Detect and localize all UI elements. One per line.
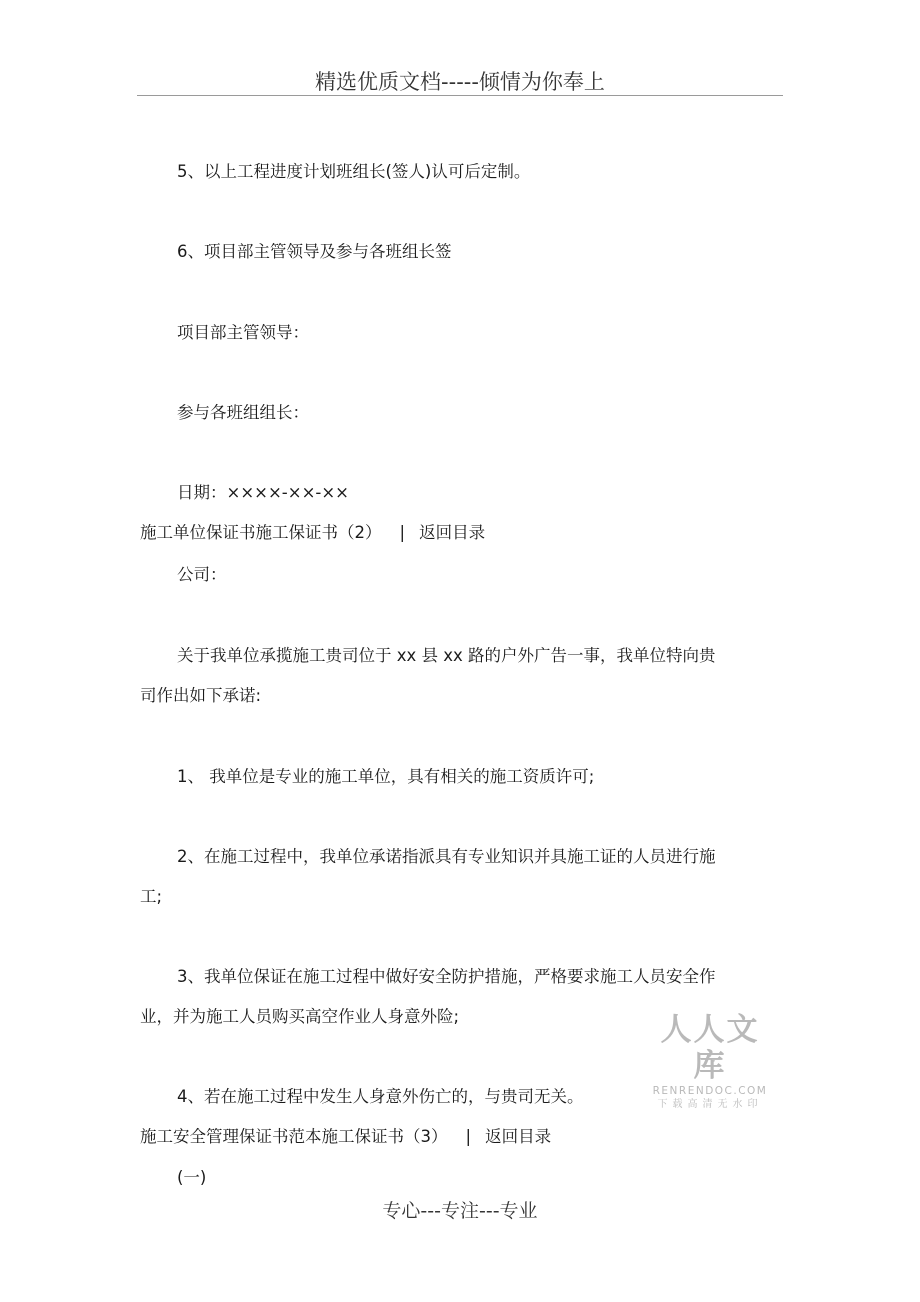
intro-paragraph-line-2: 司作出如下承诺: <box>140 686 262 705</box>
page-header: 精选优质文档-----倾情为你奉上 <box>315 70 605 94</box>
company-salutation: 公司： <box>177 565 227 584</box>
section-2-heading <box>140 522 485 544</box>
watermark-title: 人人文库 <box>660 1012 760 1084</box>
back-to-toc-link[interactable]: 返回目录 <box>419 523 486 542</box>
team-leaders-signature-label: 参与各班组组长： <box>177 403 309 422</box>
pledge-2-line-1: 2、在施工过程中，我单位承诺指派具有专业知识并具施工证的人员进行施 <box>177 847 716 866</box>
pledge-1: 1、 我单位是专业的施工单位，具有相关的施工资质许可; <box>177 767 595 786</box>
item-5: 5、以上工程进度计划班组长(签人)认可后定制。 <box>177 162 531 181</box>
watermark-subtitle: 下载高清无水印 <box>657 1099 763 1110</box>
leader-signature-label: 项目部主管领导： <box>177 323 309 342</box>
pledge-2-line-2: 工; <box>140 887 163 906</box>
watermark-logo <box>645 1012 775 1112</box>
pledge-4: 4、若在施工过程中发生人身意外伤亡的，与贵司无关。 <box>177 1087 584 1106</box>
back-to-toc-link[interactable]: 返回目录 <box>485 1127 552 1146</box>
page-footer: 专心---专注---专业 <box>382 1200 538 1222</box>
watermark-domain: RENRENDOC.COM <box>652 1085 768 1097</box>
date-line: 日期：××××-××-×× <box>177 483 350 502</box>
pledge-3-line-2: 业，并为施工人员购买高空作业人身意外险; <box>140 1007 460 1026</box>
item-6: 6、项目部主管领导及参与各班组长签 <box>177 242 452 261</box>
pledge-3-line-1: 3、我单位保证在施工过程中做好安全防护措施，严格要求施工人员安全作 <box>177 967 716 986</box>
heading-separator: | <box>399 523 406 542</box>
intro-paragraph-line-1: 关于我单位承揽施工贵司位于 xx 县 xx 路的户外广告一事，我单位特向贵 <box>177 646 716 665</box>
section-3-item-1: (一) <box>177 1168 207 1187</box>
section-3-heading <box>140 1126 551 1148</box>
heading-separator: | <box>465 1127 472 1146</box>
header-divider <box>137 95 783 96</box>
section-3-title: 施工安全管理保证书范本施工保证书（3） <box>140 1127 448 1146</box>
section-2-title: 施工单位保证书施工保证书（2） <box>140 523 382 542</box>
